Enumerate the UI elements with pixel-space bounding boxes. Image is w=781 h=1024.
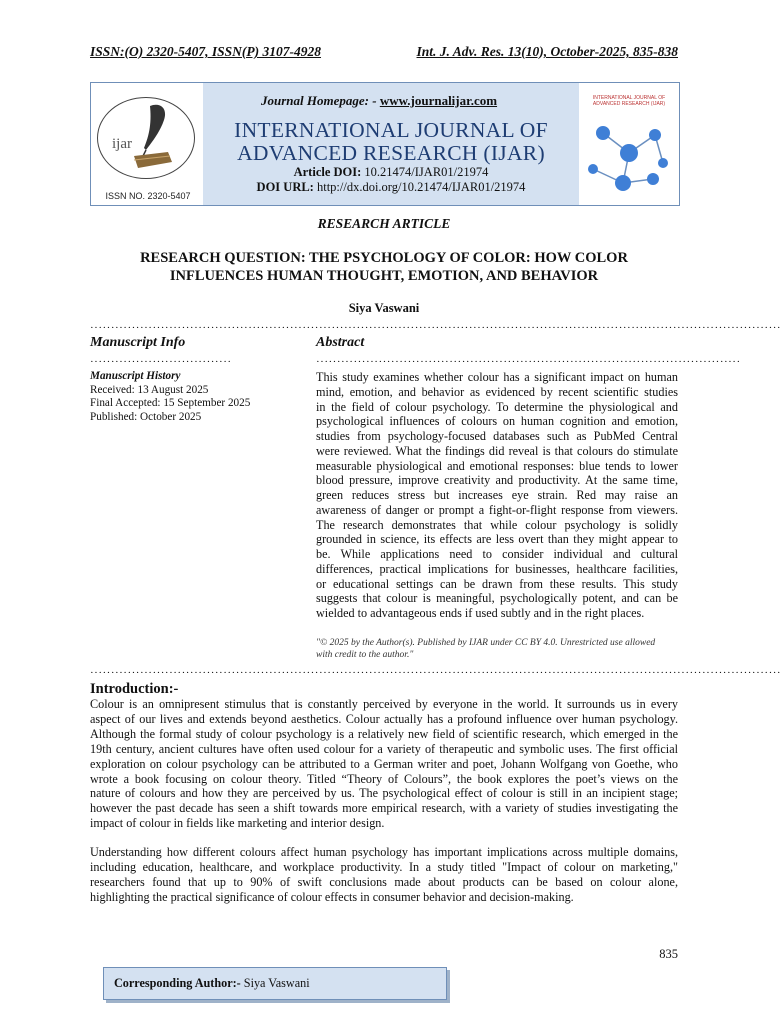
quill-book-icon xyxy=(98,98,194,178)
abstract-line: psychological influences of colours on human cognition and emotion, xyxy=(316,414,678,429)
license-note xyxy=(316,637,678,661)
intro-p1-line: nature of colours and how they are perceived by us. The psychological effect of colour is still in an incipient stage; xyxy=(90,786,678,801)
abstract-line: The research demonstrates that while colour psychology is solidly xyxy=(316,517,678,532)
journal-title-line1: INTERNATIONAL JOURNAL OF xyxy=(234,118,548,142)
article-title-line1: RESEARCH QUESTION: THE PSYCHOLOGY OF COLOR: HOW COLOR xyxy=(140,250,628,266)
doi-url-link[interactable]: http://dx.doi.org/10.21474/IJAR01/21974 xyxy=(316,180,526,194)
journal-homepage xyxy=(261,93,497,109)
dotted-divider-info: ·································· xyxy=(90,356,232,368)
introduction-paragraph-2 xyxy=(90,845,678,905)
abstract-body xyxy=(316,370,678,621)
abstract-line: measurable physiological and emotional responses: blue tends to lower xyxy=(316,458,678,473)
logo-text: ijar xyxy=(112,136,132,152)
article-title-line2: INFLUENCES HUMAN THOUGHT, EMOTION, AND BEHAVIOR xyxy=(169,268,599,284)
homepage-label: Journal Homepage: - xyxy=(261,93,377,108)
page-number: 835 xyxy=(659,947,678,961)
homepage-link[interactable]: www.journalijar.com xyxy=(379,93,498,108)
intro-p1-line: however the past decade has seen a shift towards more empirical research, with a variety of studies investigating the xyxy=(90,801,678,816)
corresponding-name: Siya Vaswani xyxy=(243,976,310,990)
intro-p1-line: wrote a book focusing on colour theory. Titled “Theory of Colours”, the book explores the poet’s views on the xyxy=(90,771,678,786)
dotted-divider-abstract: ······································································································ xyxy=(316,356,741,368)
intro-p1-line: exploration on colour psychology can be attributed to a German writer and poet, Johann Wolfgang von Goethe, who xyxy=(90,756,678,771)
intro-p2-line: Understanding how different colours affect human psychology has important implications across multiple domains, xyxy=(90,845,678,859)
doi-block xyxy=(211,165,571,195)
intro-p2-line: highlighting the practical significance of colour effects in consumer behavior and decision-making. xyxy=(90,889,574,904)
logo-issn: ISSN NO. 2320-5407 xyxy=(105,191,191,201)
doi-url-label: DOI URL: xyxy=(256,180,314,194)
logo-emblem xyxy=(97,97,195,179)
journal-title xyxy=(219,119,563,165)
manuscript-info-heading: Manuscript Info xyxy=(90,335,186,350)
license-line1: "© 2025 by the Author(s). Published by IJAR under CC BY 4.0. Unrestricted use allowed xyxy=(316,638,656,648)
abstract-line: suggests that colour is meaningful, psychologically potent, and can be xyxy=(316,591,678,606)
intro-p1-line: Although the formal study of colour psychology is a relatively new field of scientific research, which emerged in the xyxy=(90,726,678,741)
article-doi: 10.21474/IJAR01/21974 xyxy=(364,165,489,179)
abstract-line: wielded to advantageous ends if used subtly and in the right places. xyxy=(316,606,645,620)
abstract-line: grounded in science, its effects are less overt than they might appear to xyxy=(316,532,678,547)
intro-p1-line: 19th century, ancient cultures have often used colour for a variety of therapeutic and symbolic uses. The first official xyxy=(90,741,678,756)
corresponding-label: Corresponding Author:- xyxy=(114,976,241,990)
accepted-date: Final Accepted: 15 September 2025 xyxy=(90,397,251,409)
article-type: RESEARCH ARTICLE xyxy=(317,216,451,231)
intro-p1-line: aspect of our lives and extends beyond aesthetics. Colour actually has a profound influence over human psychology. xyxy=(90,711,678,726)
abstract-line: This study examines whether colour has a significant impact on human xyxy=(316,370,678,384)
abstract-line: studies from psychology-focused databases such as PubMed Central xyxy=(316,429,678,443)
history-label: Manuscript History xyxy=(90,370,181,382)
dotted-divider-top: ······································································································································································ xyxy=(90,322,781,334)
issn-text: ISSN:(O) 2320-5407, ISSN(P) 3107-4928 xyxy=(90,44,322,59)
abstract-line: were reviewed. What the findings did reveal is that colours do stimulate xyxy=(316,443,678,458)
journal-logo xyxy=(91,83,203,205)
intro-p2-line: including education, healthcare, and workplace productivity. In a study titled "Impact of colour on marketing," xyxy=(90,859,678,874)
abstract-line: awareness of danger or prompt a fight-or-flight response from viewers. xyxy=(316,502,678,517)
abstract-line: blood pressure, improve creativity and productivity. At the same time, xyxy=(316,473,678,488)
journal-banner xyxy=(90,82,680,206)
intro-p1-line: Colour is an omnipresent stimulus that is constantly perceived by everyone in the world. It surrounds us in every xyxy=(90,697,678,711)
running-header xyxy=(90,44,678,60)
article-author: Siya Vaswani xyxy=(348,301,420,315)
dotted-divider-bottom: ······································································································································································ xyxy=(90,667,781,679)
corresponding-author-box xyxy=(103,967,447,1000)
intro-p2-line: researchers found that up to 90% of swift conclusions made about products can be based on colour alone, xyxy=(90,874,678,889)
abstract-line: be. While applications need to consider individual and cultural xyxy=(316,547,678,561)
abstract-line: or educational settings can be drawn from these results. This study xyxy=(316,576,678,591)
abstract-line: mind, emotion, and behavior as evidenced by recent scientific studies xyxy=(316,384,678,399)
abstract-line: differences, practical implications for businesses, healthcare facilities, xyxy=(316,561,678,576)
citation-text: Int. J. Adv. Res. 13(10), October-2025, 835-838 xyxy=(416,44,678,59)
journal-title-line2: ADVANCED RESEARCH (IJAR) xyxy=(237,141,545,165)
article-title xyxy=(100,249,668,285)
abstract-line: green reduces stress but increases eye strain. Red may raise an xyxy=(316,488,678,502)
received-date: Received: 13 August 2025 xyxy=(90,383,209,396)
corresponding-author xyxy=(114,976,310,991)
abstract-line: in the field of colour psychology. To determine the physiological and xyxy=(316,399,678,414)
intro-p1-line: impact of colour in fields like marketing and interior design. xyxy=(90,816,385,831)
article-doi-label: Article DOI: xyxy=(293,165,362,179)
molecule-icon xyxy=(583,113,675,201)
published-date: Published: October 2025 xyxy=(90,410,202,423)
introduction-paragraph-1 xyxy=(90,697,678,831)
introduction-heading: Introduction:- xyxy=(90,681,179,697)
manuscript-history xyxy=(90,370,290,424)
cover-title: INTERNATIONAL JOURNAL OF ADVANCED RESEARCH (IJAR) xyxy=(592,95,666,107)
license-line2: with credit to the author." xyxy=(316,650,414,660)
journal-cover xyxy=(579,83,679,205)
abstract-heading: Abstract xyxy=(316,335,365,350)
